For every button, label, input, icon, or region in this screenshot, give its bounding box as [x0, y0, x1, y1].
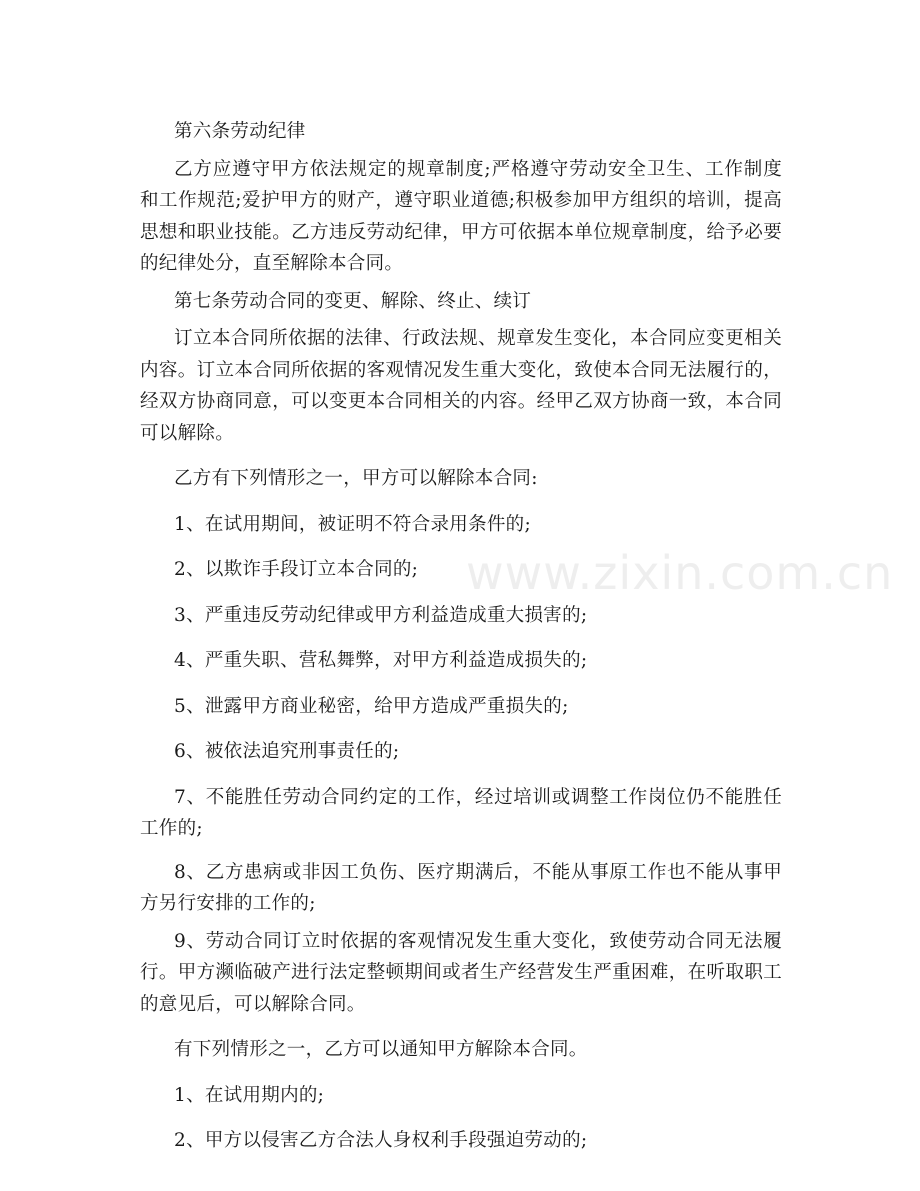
list-item: 1、在试用期内的;	[174, 1084, 325, 1106]
list-item: 5、泄露甲方商业秘密，给甲方造成严重损失的;	[174, 695, 569, 717]
watermark-text: www.zixin.com.cn	[466, 546, 894, 600]
list-item: 2、以欺诈手段订立本合同的;	[174, 559, 419, 580]
list-item: 4、严重失职、营私舞弊，对甲方利益造成损失的;	[174, 650, 588, 671]
list-item: 8、乙方患病或非因工负伤、医疗期满后，不能从事原工作也不能从事甲方另行安排的工作的;	[140, 861, 782, 914]
list-item: 9、劳动合同订立时依据的客观情况发生重大变化，致使劳动合同无法履行。甲方濒临破产进行法定整顿期间或者生产经营发生严重困难，在听取职工的意见后，可以解除合同。	[140, 930, 782, 1015]
list-item: 6、被依法追究刑事责任的;	[174, 741, 400, 762]
document-body	[140, 116, 782, 1157]
list-item: 7、不能胜任劳动合同约定的工作，经过培训或调整工作岗位仍不能胜任工作的;	[140, 786, 782, 839]
employee-termination-intro: 有下列情形之一，乙方可以通知甲方解除本合同。	[174, 1039, 588, 1060]
employer-termination-intro: 乙方有下列情形之一，甲方可以解除本合同:	[174, 468, 538, 489]
article-7-text: 订立本合同所依据的法律、行政法规、规章发生变化，本合同应变更相关内容。订立本合同所依据的客观情况发生重大变化，致使本合同无法履行的，经双方协商同意，可以变更本合同相关的内容。经甲乙双方协商一致，本合同可以解除。	[140, 328, 782, 444]
list-item: 2、甲方以侵害乙方合法人身权利手段强迫劳动的;	[174, 1130, 588, 1151]
article-6-text: 乙方应遵守甲方依法规定的规章制度;严格遵守劳动安全卫生、工作制度和工作规范;爱护甲方的财产，遵守职业道德;积极参加甲方组织的培训，提高思想和职业技能。乙方违反劳动纪律，甲方可依据本单位规章制度，给予必要的纪律处分，直至解除本合同。	[140, 158, 782, 274]
list-item: 1、在试用期间，被证明不符合录用条件的;	[174, 513, 532, 535]
article-6-heading: 第六条劳动纪律	[174, 121, 306, 142]
list-item: 3、严重违反劳动纪律或甲方利益造成重大损害的;	[174, 604, 588, 626]
article-7-heading: 第七条劳动合同的变更、解除、终止、续订	[174, 290, 532, 312]
